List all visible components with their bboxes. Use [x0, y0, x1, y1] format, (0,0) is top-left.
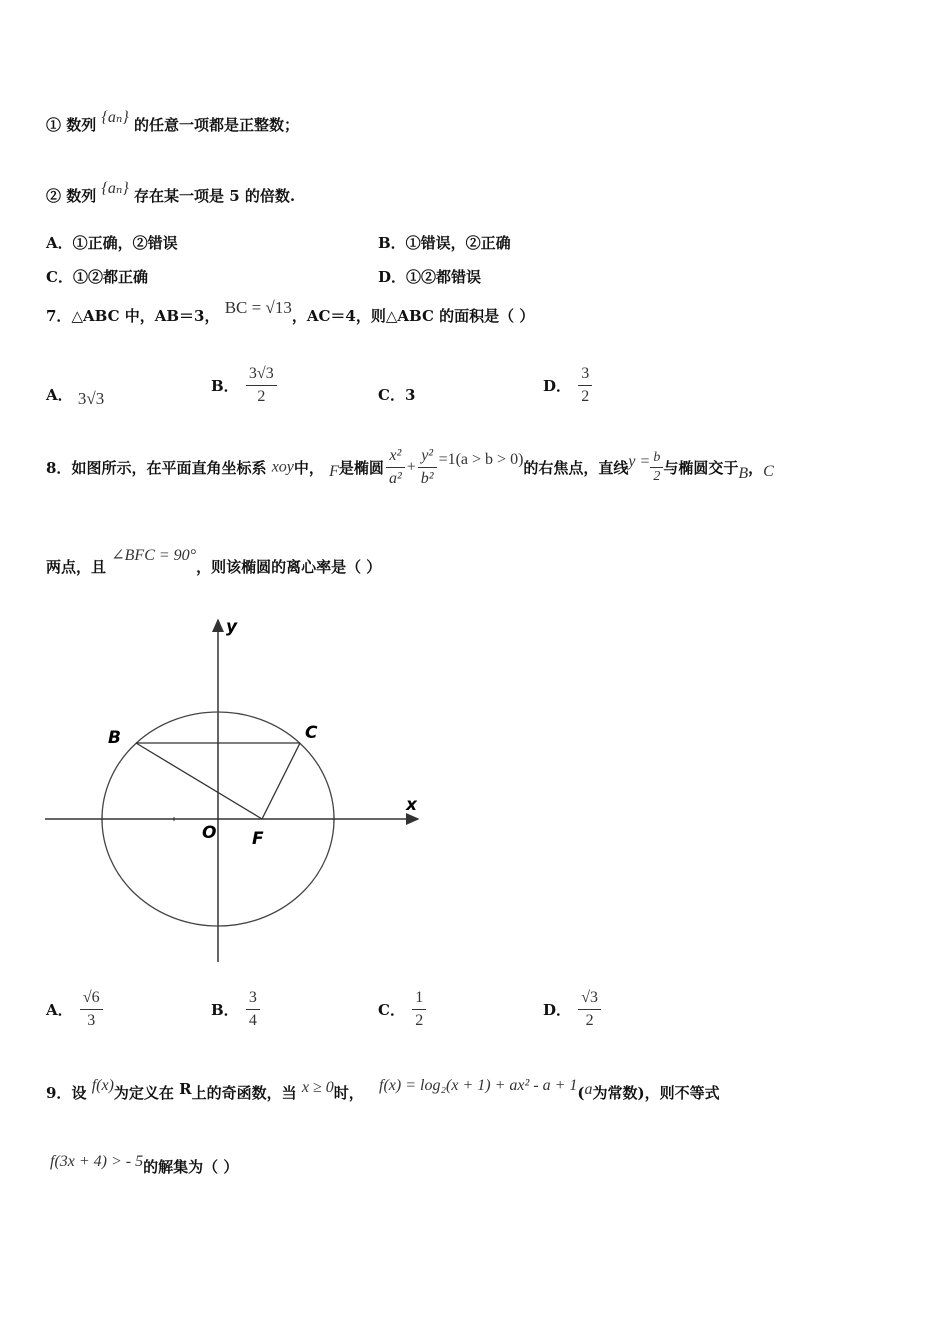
q6-item1-sequence: {aₙ}	[101, 109, 129, 126]
q8-stem-line-1	[46, 446, 774, 489]
q7-option-a-label: A．	[46, 386, 73, 404]
q6-item-1	[46, 109, 299, 135]
q6-option-c: C．①②都正确	[46, 268, 148, 286]
segment-cf	[262, 743, 300, 819]
q8-B: B	[738, 464, 749, 482]
q8-text-f: 两点，且	[46, 558, 107, 576]
q9-number: 9．	[46, 1084, 72, 1102]
label-O: O	[202, 823, 217, 843]
q8-option-b-denominator: 4	[248, 1012, 257, 1029]
q8-option-d-label: D．	[543, 1001, 572, 1019]
q8-stem-line-2	[46, 547, 382, 577]
q8-a2: a²	[388, 470, 402, 487]
q9-a: a	[584, 1081, 593, 1098]
q8-option-b	[211, 988, 262, 1031]
q8-text-d: 的右焦点，直线	[523, 459, 629, 477]
q8-text-c: 是椭圆	[338, 459, 384, 477]
q7-option-b-denominator: 2	[257, 388, 266, 405]
q8-b2: b²	[420, 470, 434, 487]
q8-option-a-numerator: √6	[80, 988, 103, 1010]
q6-option-d: D．①②都错误	[378, 268, 482, 286]
q8-number: 8．	[46, 459, 72, 477]
q7-number: 7．	[46, 307, 72, 325]
label-C: C	[305, 723, 318, 743]
q7-option-d	[543, 364, 594, 407]
q8-eq-rest: =1(a > b > 0)	[438, 450, 524, 468]
segment-bf	[136, 743, 262, 819]
q8-C: C	[763, 462, 774, 480]
q7-option-d-denominator: 2	[581, 388, 590, 405]
q8-xoy: xoy	[271, 458, 294, 476]
q9-fx: f(x)	[91, 1077, 114, 1094]
q8-option-a-label: A．	[46, 1001, 73, 1019]
label-y: y	[226, 617, 238, 637]
q8-angle: ∠BFC = 90°	[111, 547, 197, 564]
q8-plus: +	[406, 458, 416, 476]
q9-inequality: f(3x + 4) > - 5	[50, 1153, 144, 1170]
q8-option-a-denominator: 3	[87, 1012, 96, 1029]
q8-option-d	[543, 988, 603, 1031]
q9-text-c: 上的奇函数，当	[191, 1084, 297, 1102]
q8-b: b	[650, 450, 663, 468]
q8-option-c	[378, 988, 428, 1031]
q6-option-b: B．①错误，②正确	[378, 234, 511, 252]
q8-text-a: 如图所示，在平面直角坐标系	[71, 459, 267, 477]
q7-stem	[46, 298, 535, 326]
q7-bc-expression: BC = √13	[224, 298, 292, 317]
q6-item1-prefix: ① 数列	[46, 116, 97, 134]
q8-text-e: 与椭圆交于	[663, 459, 739, 477]
q6-item2-suffix: 存在某一项是 5 的倍数.	[133, 187, 296, 205]
q9-R: R	[179, 1080, 192, 1098]
q8-option-d-numerator: √3	[578, 988, 601, 1010]
q7-option-d-label: D．	[543, 377, 572, 395]
q7-option-d-numerator: 3	[578, 364, 592, 386]
q7-text-a: △ABC 中，AB＝3，	[71, 307, 220, 325]
q7-option-c: C．3	[378, 386, 416, 404]
q8-option-c-numerator: 1	[412, 988, 426, 1010]
q9-text-a: 设	[71, 1084, 87, 1102]
q8-option-b-label: B．	[211, 1001, 239, 1019]
q7-option-b-numerator: 3√3	[246, 364, 277, 386]
q6-item1-suffix: 的任意一项都是正整数；	[133, 116, 299, 134]
q8-comma: ，	[748, 459, 764, 477]
q8-two: 2	[653, 469, 661, 484]
q9-text-d: 时，	[333, 1084, 364, 1102]
q8-text-g: ，则该椭圆的离心率是（ ）	[196, 558, 382, 576]
q8-F: F	[329, 462, 339, 480]
q9-condition: x ≥ 0	[301, 1079, 334, 1096]
label-B: B	[108, 728, 121, 748]
label-F: F	[252, 829, 264, 849]
q9-formula: f(x) = log₂(x + 1) + ax² - a + 1	[379, 1077, 578, 1094]
q9-text-g: 的解集为（ ）	[143, 1158, 239, 1176]
q8-option-b-numerator: 3	[246, 988, 260, 1010]
q6-item2-sequence: {aₙ}	[101, 180, 129, 197]
q6-item-2	[46, 180, 296, 206]
q9-text-b: 为定义在	[113, 1084, 174, 1102]
q7-option-a	[46, 384, 105, 408]
q7-option-b-label: B．	[211, 377, 239, 395]
q9-text-f: 为常数)，则不等式	[592, 1084, 720, 1102]
q9-stem-line-1	[46, 1077, 720, 1103]
q6-item2-prefix: ② 数列	[46, 187, 97, 205]
q8-y2: y²	[418, 446, 437, 468]
q8-x2: x²	[386, 446, 405, 468]
q9-text-e: (	[577, 1084, 585, 1102]
q6-option-a: A．①正确，②错误	[46, 234, 178, 252]
q8-figure	[40, 612, 430, 968]
q9-stem-line-2	[50, 1153, 239, 1177]
q8-option-d-denominator: 2	[585, 1012, 594, 1029]
q7-text-b: ，AC＝4，则△ABC 的面积是（ ）	[291, 307, 535, 325]
label-x: x	[406, 795, 417, 815]
q8-option-c-denominator: 2	[415, 1012, 424, 1029]
q8-y-eq: y =	[628, 452, 651, 470]
q7-option-b	[211, 364, 279, 407]
q8-text-b: 中，	[293, 459, 324, 477]
q8-option-a	[46, 988, 105, 1031]
q7-option-a-value: 3√3	[77, 389, 105, 408]
q8-option-c-label: C．	[378, 1001, 405, 1019]
